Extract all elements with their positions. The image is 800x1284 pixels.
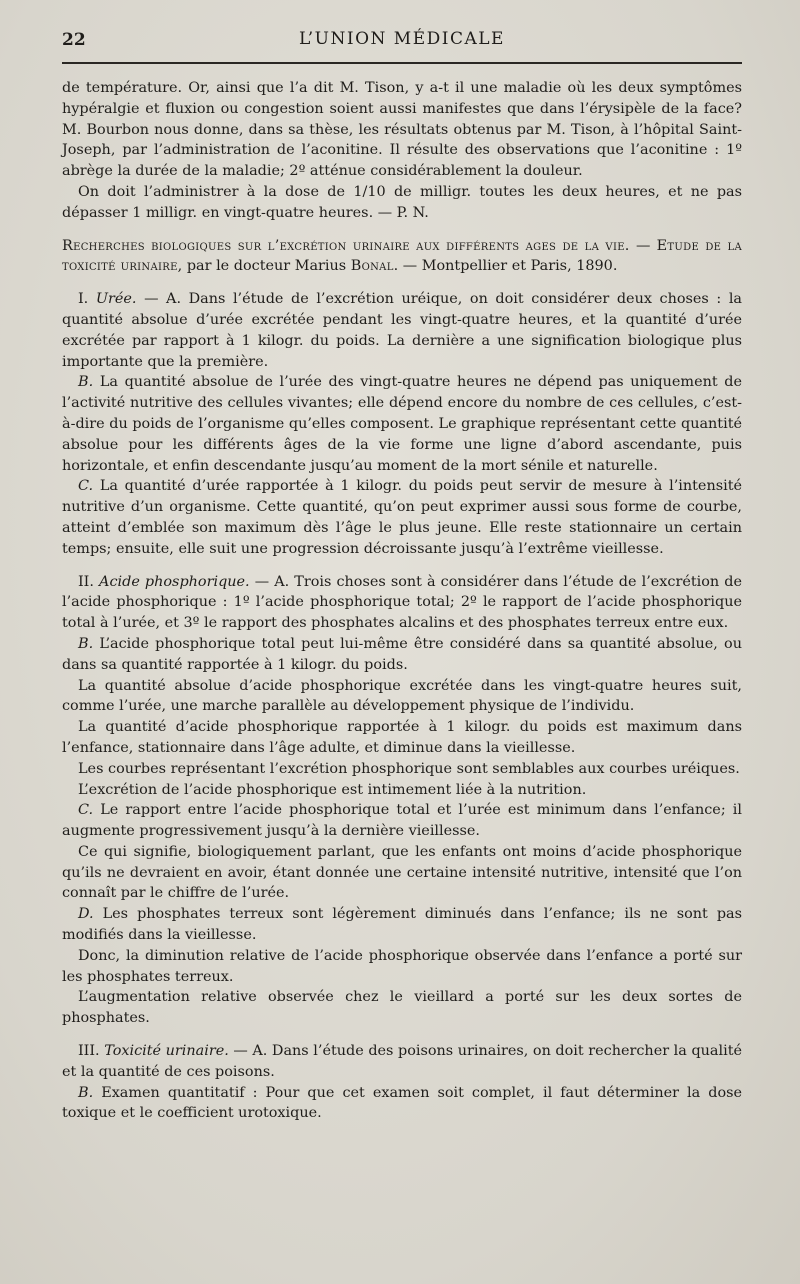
- section-title: Toxicité urinaire.: [104, 1043, 229, 1060]
- paragraph: C. Le rapport entre l’acide phosphorique total et l’urée est minimum dans l’enfance; il augmente progressivement jusqu’à la dernière vieillesse.: [62, 802, 743, 840]
- paragraph: B. L’acide phosphorique total peut lui-même être considéré dans sa quantité absolue, ou dans sa quantité rapportée à 1 kilogr. du poids.: [62, 635, 742, 673]
- paragraph: C. La quantité d’urée rapportée à 1 kilogr. du poids peut servir de mesure à l’intensité nutritive d’un organisme. Cette quantité, qu’on peut exprimer aussi sous forme de courbe, atteint d’emblée son maximum dès l’âge le plus jeune. Elle reste stationnaire un certain temps; ensuite, elle suit une progression décroissante jusqu’à l’extrême vieillesse.: [62, 478, 742, 557]
- section-title: Urée.: [95, 291, 137, 308]
- paragraph: L’excrétion de l’acide phosphorique est intimement liée à la nutrition.: [78, 781, 587, 798]
- paragraph: B. La quantité absolue de l’urée des vingt-quatre heures ne dépend pas uniquement de l’activité nutritive des cellules vivantes; elle dépend encore du nombre de ces cellules, c’est-à-dire du poids de l’organisme qu’elles composent. Le graphique représentant cette quantité absolue pour les différents âges de la vie forme une ligne d’abord ascendante, puis horizontale, et enfin descendante jusqu’au moment de la mort sénile et naturelle.: [62, 374, 743, 474]
- paragraph: B. Examen quantitatif : Pour que cet examen soit complet, il faut déterminer la dose toxique et le coefficient urotoxique.: [62, 1084, 743, 1122]
- paragraph: D. Les phosphates terreux sont légèrement diminués dans l’enfance; ils ne sont pas modifiés dans la vieillesse.: [62, 906, 742, 944]
- biblio-title: Recherches biologiques sur l’excrétion urinaire aux différents ages de la vie. —: [62, 237, 651, 254]
- biblio-place-date: . — Montpellier et Paris, 1890.: [393, 258, 618, 275]
- paragraph: Les courbes représentant l’excrétion phosphorique sont semblables aux courbes uréiques.: [78, 760, 740, 777]
- biblio-author: Bonal: [350, 258, 394, 275]
- paragraph: de température. Or, ainsi que l’a dit M. Tison, y a-t il une maladie où les deux symptômes hypéralgie et fluxion ou congestion soient aussi manifestes que dans l’érysipèle de la face? M. Bourbon nous donne, dans sa thèse, les résultats obtenus par M. Tison, à l’hôpital Saint-Joseph, par l’administration de l’aconitine. Il résulte des observations que l’aconitine : 1º abrège la durée de la maladie; 2º atténue considérablement la douleur.: [62, 80, 742, 180]
- paragraph: Ce qui signifie, biologiquement parlant, que les enfants ont moins d’acide phosphorique qu’ils ne devraient en avoir, étant donnée une certaine intensité nutritive, intensité que l’on connaît par le chiffre de l’urée.: [62, 843, 742, 902]
- section-label: III.: [78, 1043, 100, 1060]
- section-paragraph: III. Toxicité urinaire. — A. Dans l’étude des poisons urinaires, on doit rechercher la qualité et la quantité de ces poisons.: [62, 1043, 743, 1080]
- section-label: II.: [78, 573, 94, 590]
- header-rule: [62, 62, 742, 64]
- paragraph: L’augmentation relative observée chez le vieillard a porté sur les deux sortes de phosphates.: [62, 989, 742, 1027]
- paragraph: La quantité absolue d’acide phosphorique excrétée dans les vingt-quatre heures suit, comme l’urée, une marche parallèle au développement physique de l’individu.: [62, 677, 742, 715]
- paragraph: La quantité d’acide phosphorique rapportée à 1 kilogr. du poids est maximum dans l’enfance, stationnaire dans l’âge adulte, et diminue dans la vieillesse.: [62, 719, 742, 756]
- biblio-subtitle: Etude de la toxicité urinaire: [62, 237, 742, 275]
- section-label: I.: [78, 291, 89, 308]
- section-paragraph: I. Urée. — A. Dans l’étude de l’excrétion uréique, on doit considérer deux choses : la quantité absolue d’urée excrétée pendant les vingt-quatre heures, et la quantité d’urée excrétée par rapport à 1 kilogr. du poids. La dernière a une signification biologique plus importante que la première.: [62, 291, 743, 370]
- page-number: 22: [62, 30, 86, 50]
- bibliographic-entry: [62, 236, 742, 278]
- section-paragraph: II. Acide phosphorique. — A. Trois choses sont à considérer dans l’étude de l’excrétion de l’acide phosphorique : 1º l’acide phosphorique total; 2º le rapport de l’acide phosphorique total à l’urée, et 3º le rapport des phosphates alcalins et des phosphates terreux entre eux.: [62, 573, 743, 632]
- paragraph: On doit l’administrer à la dose de 1/10 de milligr. toutes les deux heures, et ne pas dépasser 1 milligr. en vingt-quatre heures. — P. N.: [62, 183, 742, 221]
- paragraph: Donc, la diminution relative de l’acide phosphorique observée dans l’enfance a porté sur les phosphates terreux.: [62, 947, 742, 985]
- biblio-by: , par le docteur Marius: [177, 258, 351, 275]
- page-header: [62, 28, 742, 56]
- section-title: Acide phosphorique.: [99, 573, 250, 590]
- running-title: L’UNION MÉDICALE: [299, 29, 505, 49]
